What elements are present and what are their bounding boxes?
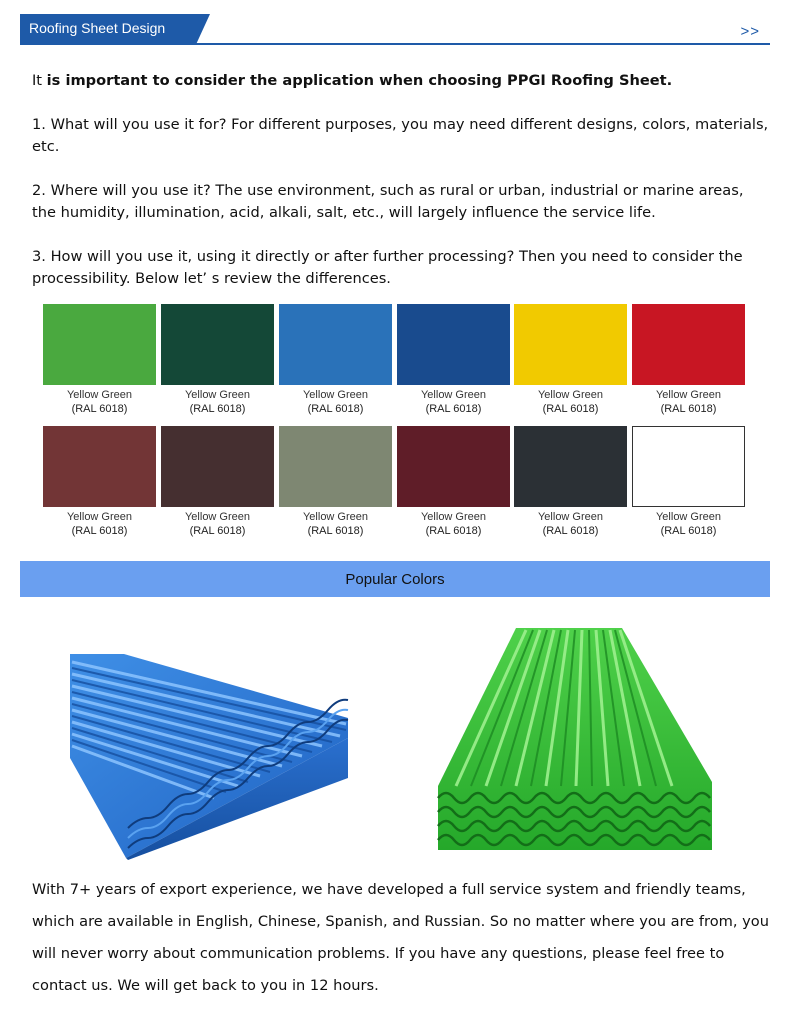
swatch-name: Yellow Green [302, 389, 369, 401]
swatch-code: (RAL 6018) [425, 525, 482, 537]
swatch-name: Yellow Green [184, 389, 251, 401]
swatch-name: Yellow Green [655, 511, 722, 523]
intro-lead-prefix: It [32, 72, 47, 89]
banner-label: Popular Colors [345, 570, 445, 588]
swatch-name: Yellow Green [302, 511, 369, 523]
swatch-code: (RAL 6018) [71, 403, 128, 415]
color-chip [514, 304, 627, 385]
swatch-name: Yellow Green [655, 389, 722, 401]
swatch-code: (RAL 6018) [307, 403, 364, 415]
intro-point-1: 1. What will you use it for? For different purposes, you may need different designs, colors, materials, etc. [32, 116, 769, 155]
color-chip [161, 304, 274, 385]
section-title: Roofing Sheet Design [29, 20, 166, 36]
intro-lead-bold: is important to consider the application when choosing PPGI Roofing Sheet. [46, 72, 673, 89]
color-chip [279, 304, 392, 385]
swatch-name: Yellow Green [420, 389, 487, 401]
green-roofing-sheet-image [436, 626, 716, 852]
intro-lead [32, 70, 772, 92]
intro-point-3: 3. How will you use it, using it directly or after further processing? Then you need to consider the processibility. Below let’ s review the differences. [32, 248, 743, 287]
swatch-name: Yellow Green [537, 389, 604, 401]
company-info-paragraph: With 7+ years of export experience, we have developed a full service system and friendly teams, which are available in English, Chinese, Spanish, and Russian. So no matter where you are from, you will never worry about communication problems. If you have any questions, please feel free to contact us. We will get back to you in 12 hours. [32, 881, 769, 994]
color-chip [632, 426, 745, 507]
color-swatch [514, 304, 627, 416]
swatch-code: (RAL 6018) [307, 525, 364, 537]
color-chip [43, 426, 156, 507]
color-swatch [43, 304, 156, 416]
color-chip [43, 304, 156, 385]
color-swatch [161, 304, 274, 416]
header-divider [20, 43, 770, 45]
swatch-code: (RAL 6018) [189, 525, 246, 537]
color-swatch [632, 304, 745, 416]
color-swatch [514, 426, 627, 538]
section-header [20, 14, 770, 45]
swatch-code: (RAL 6018) [542, 403, 599, 415]
blue-roofing-sheet-image [64, 648, 350, 860]
company-info-text [32, 874, 772, 1002]
swatch-code: (RAL 6018) [425, 403, 482, 415]
color-chip [279, 426, 392, 507]
color-swatch [632, 426, 745, 538]
swatch-code: (RAL 6018) [189, 403, 246, 415]
color-swatch [279, 304, 392, 416]
swatch-name: Yellow Green [537, 511, 604, 523]
swatch-name: Yellow Green [66, 389, 133, 401]
color-swatch [161, 426, 274, 538]
color-chip [632, 304, 745, 385]
color-swatch [279, 426, 392, 538]
color-swatch [397, 426, 510, 538]
color-swatch [43, 426, 156, 538]
swatch-code: (RAL 6018) [542, 525, 599, 537]
swatch-code: (RAL 6018) [71, 525, 128, 537]
color-chip [397, 426, 510, 507]
swatch-name: Yellow Green [420, 511, 487, 523]
popular-colors-banner [20, 561, 770, 597]
color-chip [161, 426, 274, 507]
more-link[interactable]: >> [740, 23, 760, 40]
color-chip [514, 426, 627, 507]
color-swatch [397, 304, 510, 416]
swatch-name: Yellow Green [66, 511, 133, 523]
intro-point-2: 2. Where will you use it? The use environment, such as rural or urban, industrial or marine areas, the humidity, illumination, acid, alkali, salt, etc., will largely influence the service life. [32, 182, 744, 221]
intro-text [32, 70, 772, 312]
color-chip [397, 304, 510, 385]
swatch-name: Yellow Green [184, 511, 251, 523]
swatch-code: (RAL 6018) [660, 525, 717, 537]
swatch-code: (RAL 6018) [660, 403, 717, 415]
